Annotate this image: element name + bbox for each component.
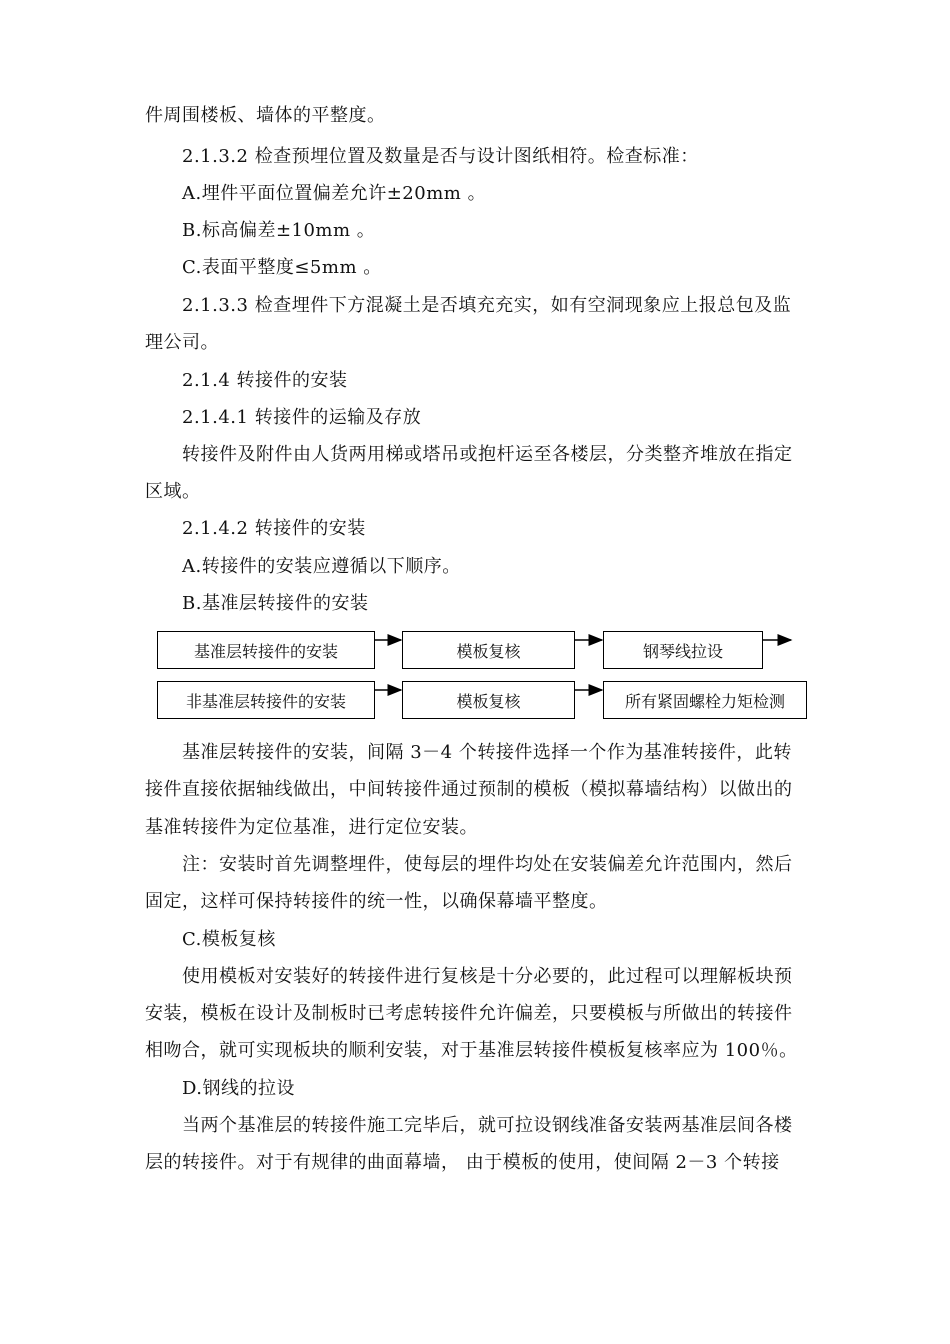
flow-box-torque-check: 所有紧固螺栓力矩检测	[603, 681, 807, 719]
paragraph-line: 转接件及附件由人货两用梯或塔吊或抱杆运至各楼层，分类整齐堆放在指定	[182, 444, 793, 465]
paragraph-line: 相吻合，就可实现板块的顺利安装，对于基准层转接件模板复核率应为 100％。	[145, 1040, 798, 1061]
flow-box-nonbaseline-install: 非基准层转接件的安装	[157, 681, 375, 719]
paragraph-line: 件周围楼板、墙体的平整度。	[145, 105, 386, 126]
section-heading: 2.1.4.1 转接件的运输及存放	[182, 407, 422, 428]
paragraph-line: 基准转接件为定位基准，进行定位安装。	[145, 817, 478, 838]
list-item: B.基准层转接件的安装	[182, 593, 369, 614]
section-heading: D.钢线的拉设	[182, 1078, 296, 1099]
section-heading: 2.1.4.2 转接件的安装	[182, 518, 366, 539]
section-heading: C.模板复核	[182, 929, 276, 950]
flow-box-template-check-2: 模板复核	[402, 681, 575, 719]
list-item: A.埋件平面位置偏差允许±20mm 。	[182, 183, 487, 204]
paragraph-line: 使用模板对安装好的转接件进行复核是十分必要的，此过程可以理解板块预	[182, 966, 793, 987]
paragraph-line: 当两个基准层的转接件施工完毕后，就可拉设钢线准备安装两基准层间各楼	[182, 1115, 793, 1136]
paragraph-line: 固定，这样可保持转接件的统一性，以确保幕墙平整度。	[145, 891, 608, 912]
list-item: C.表面平整度≤5mm 。	[182, 257, 382, 278]
paragraph-line: 安装，模板在设计及制板时已考虑转接件允许偏差，只要模板与所做出的转接件	[145, 1003, 793, 1024]
list-item: A.转接件的安装应遵循以下顺序。	[182, 556, 461, 577]
flow-box-baseline-install: 基准层转接件的安装	[157, 631, 375, 669]
section-heading: 2.1.3.2 检查预埋位置及数量是否与设计图纸相符。检查标准：	[182, 146, 699, 167]
list-item: B.标高偏差±10mm 。	[182, 220, 376, 241]
paragraph-line: 理公司。	[145, 332, 219, 353]
paragraph-line: 层的转接件。对于有规律的曲面幕墙， 由于模板的使用，使间隔 2－3 个转接	[145, 1152, 780, 1173]
paragraph-line: 区域。	[145, 481, 201, 502]
paragraph-line: 注：安装时首先调整埋件，使每层的埋件均处在安装偏差允许范围内，然后	[182, 854, 793, 875]
section-heading: 2.1.4 转接件的安装	[182, 370, 348, 391]
flow-box-piano-wire: 钢琴线拉设	[603, 631, 763, 669]
flow-box-template-check: 模板复核	[402, 631, 575, 669]
paragraph-line: 接件直接依据轴线做出，中间转接件通过预制的模板（模拟幕墙结构）以做出的	[145, 779, 793, 800]
paragraph-line: 基准层转接件的安装，间隔 3－4 个转接件选择一个作为基准转接件，此转	[182, 742, 792, 763]
section-heading: 2.1.3.3 检查埋件下方混凝土是否填充充实，如有空洞现象应上报总包及监	[182, 295, 792, 316]
